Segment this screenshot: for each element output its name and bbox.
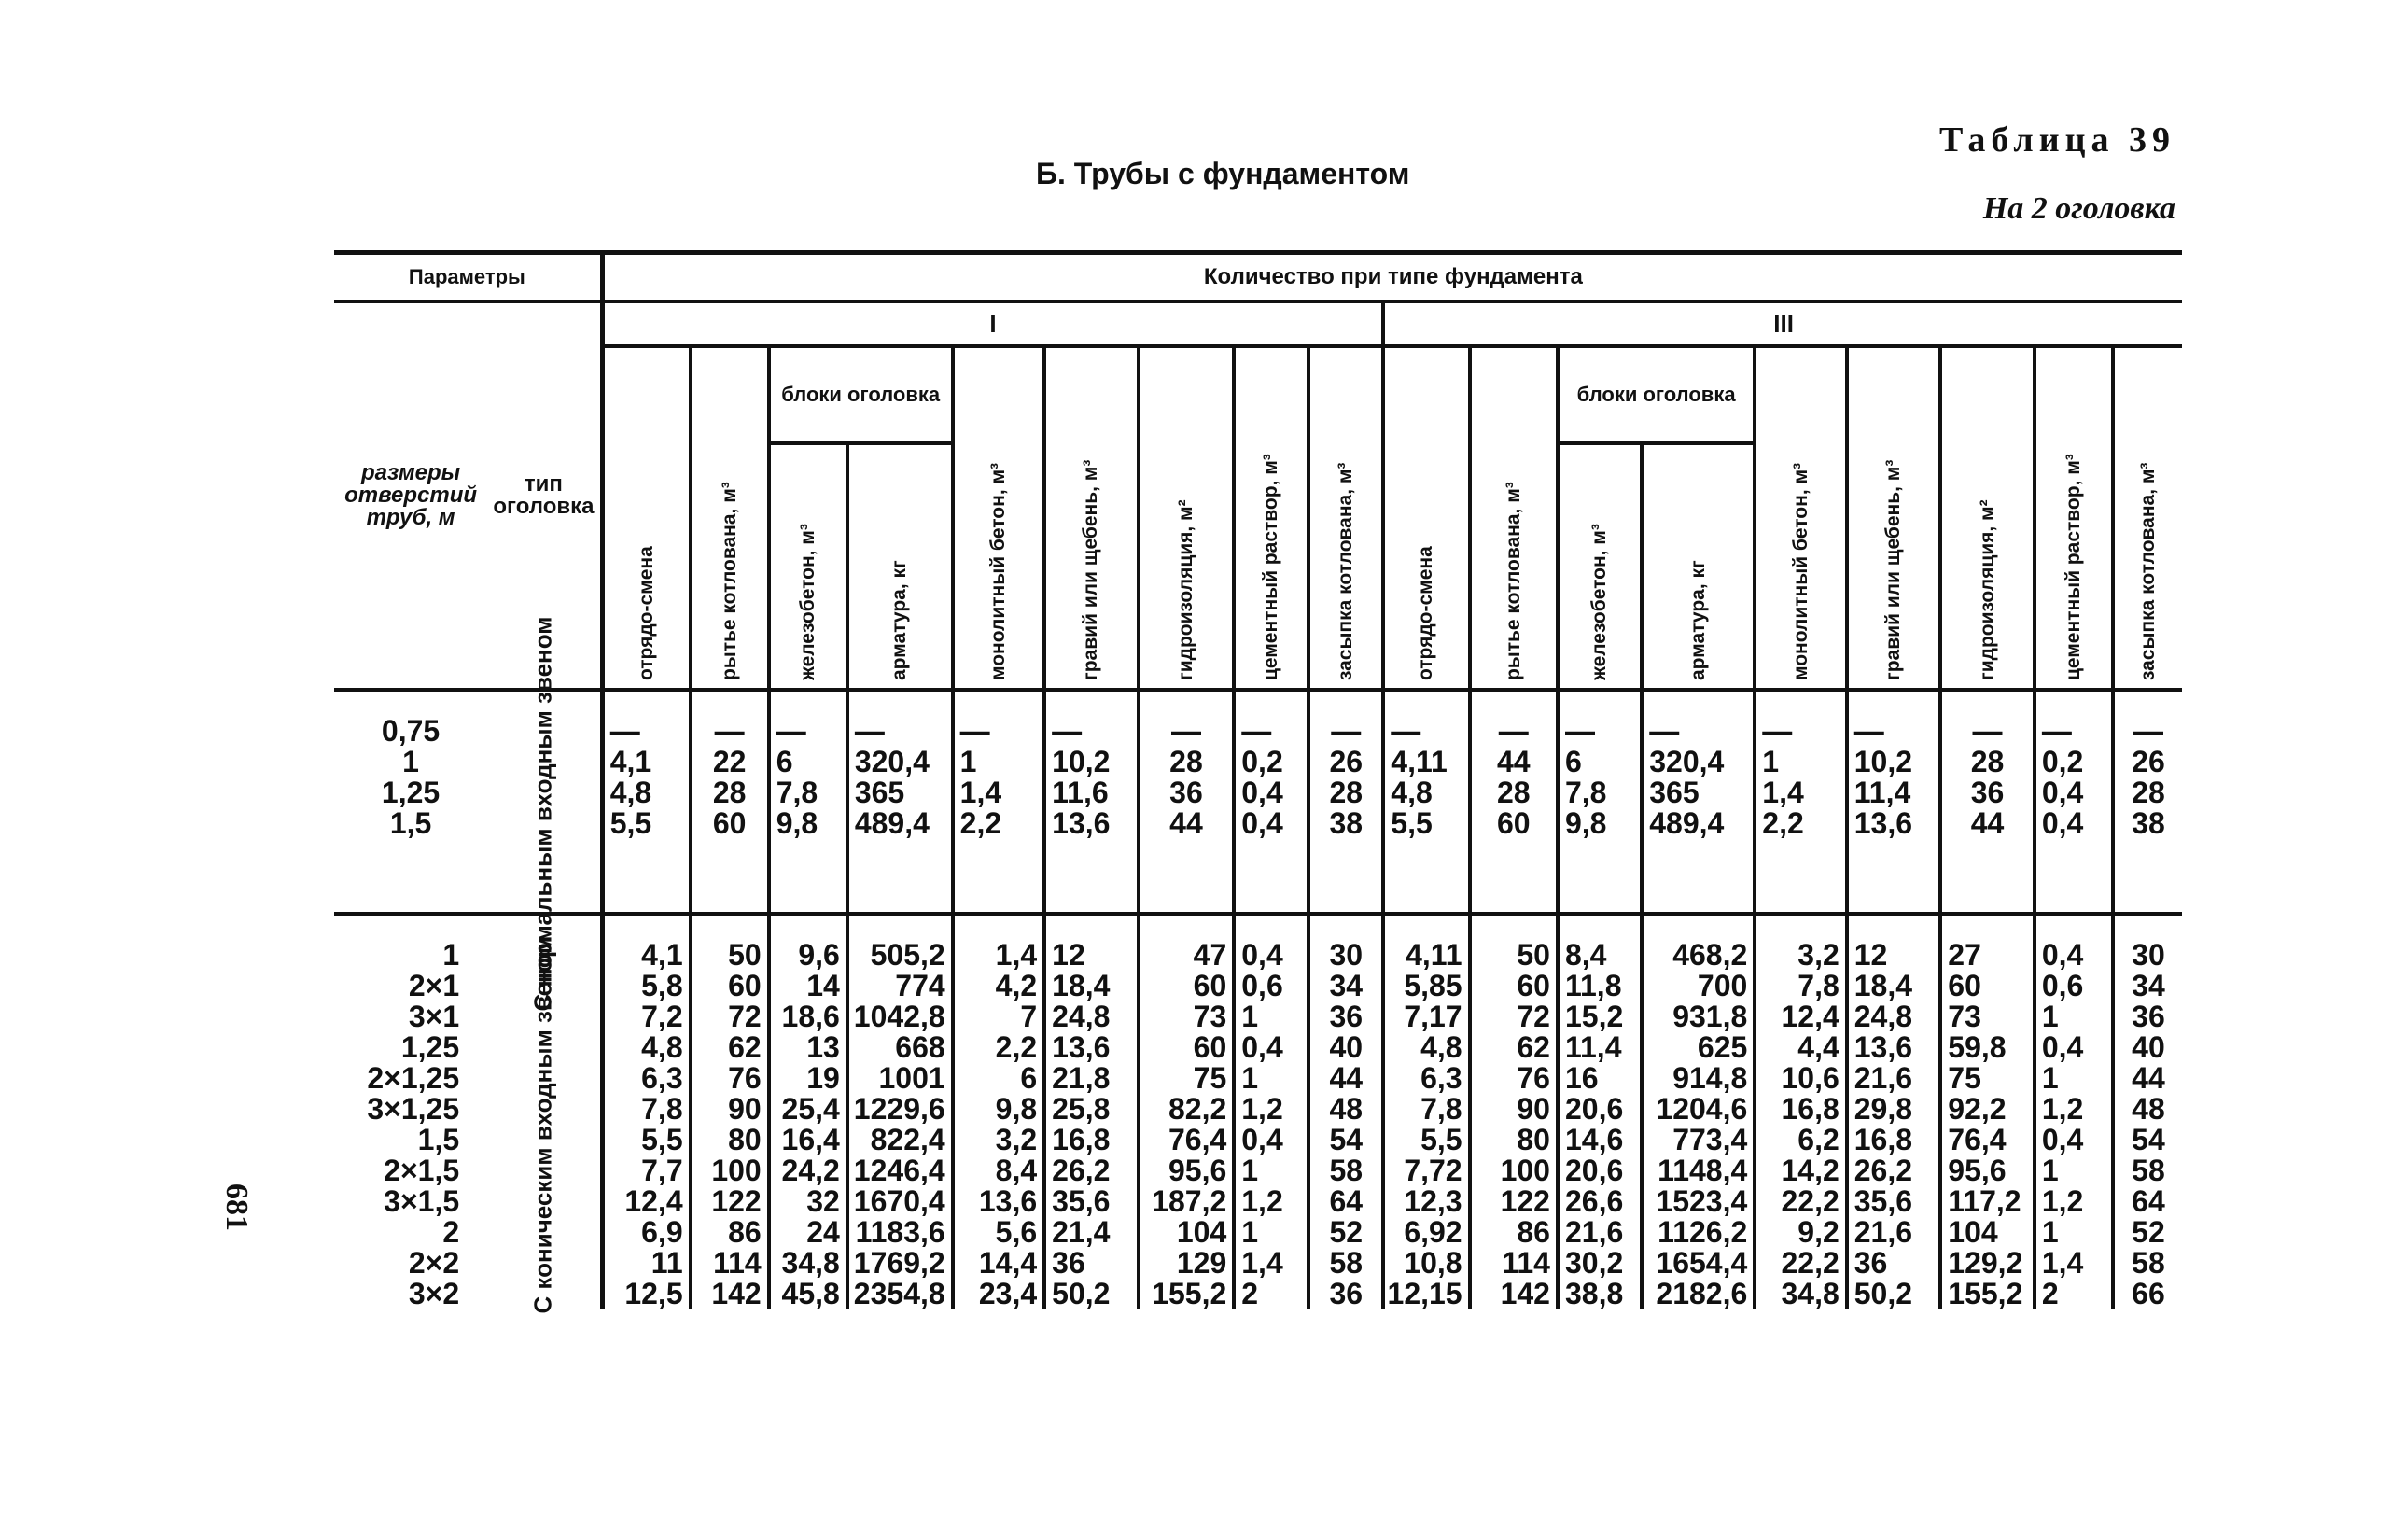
group1-III-rc: — 6 7,8 9,8 bbox=[1558, 716, 1642, 914]
group2-III-rc: 8,4 11,8 15,2 11,4 16 20,6 14,6 20,6 26,6 21,6 30,2 38,8 bbox=[1558, 940, 1642, 1309]
group2-III-fill: 30 34 36 40 44 48 54 58 64 52 58 66 bbox=[2132, 938, 2165, 1310]
group1-sizes: 0,75 1 1,25 1,5 bbox=[334, 716, 487, 914]
col-mono-I: монолитный бетон, м³ bbox=[953, 346, 1044, 690]
group2-I-gravel: 12 18,4 24,8 13,6 21,8 25,8 16,8 26,2 35,6 21,4 36 50,2 bbox=[1044, 940, 1139, 1309]
blocks-header-III: блоки оголовка bbox=[1558, 346, 1755, 443]
group2-I-fill: 30 34 36 40 44 48 54 58 64 52 58 36 bbox=[1308, 940, 1383, 1309]
group1-III-cement: — 0,2 0,4 0,4 bbox=[2035, 716, 2113, 914]
data-table bbox=[334, 250, 2182, 1314]
group2-III-shift: 4,11 5,85 7,17 4,8 6,3 7,8 5,5 7,72 12,3 6,92 10,8 12,15 bbox=[1383, 940, 1469, 1309]
col-cement-I: цементный раствор, м³ bbox=[1234, 346, 1308, 690]
col-rebar-I: арматура, кг bbox=[847, 443, 953, 690]
group2-III-cement: 0,4 0,6 1 0,4 1 1,2 0,4 1 1,2 1 1,4 2 bbox=[2035, 940, 2113, 1309]
group1-III-rebar: — 320,4 365 489,4 bbox=[1642, 716, 1755, 914]
group2-III-dig: 50 60 72 62 76 90 80 100 122 86 114 142 bbox=[1470, 940, 1558, 1309]
sizes-header bbox=[334, 301, 487, 690]
group2-head-type: С коническим входным звеном bbox=[487, 940, 602, 1309]
params-header: Параметры bbox=[334, 253, 602, 302]
group2-III-mono: 3,2 7,8 12,4 4,4 10,6 16,8 6,2 14,2 22,2 9,2 22,2 34,8 bbox=[1755, 940, 1846, 1309]
group1-III-fill: — 26 28 38 bbox=[2113, 716, 2182, 914]
group2-III-hydro: 27 60 73 59,8 75 92,2 76,4 95,6 117,2 104 129,2 155,2 bbox=[1940, 940, 2035, 1309]
group1-I-cement: — 0,2 0,4 0,4 bbox=[1234, 716, 1308, 914]
group1-I-shift: — 4,1 4,8 5,5 bbox=[602, 716, 690, 914]
group2-I-hydro: 47 60 73 60 75 82,2 76,4 95,6 187,2 104 129 155,2 bbox=[1139, 940, 1235, 1309]
group2-row bbox=[334, 940, 2182, 1309]
section-title: Б. Трубы с фундаментом bbox=[1036, 157, 1410, 190]
group2-I-rc: 9,6 14 18,6 13 19 25,4 16,4 24,2 32 24 34,8 45,8 bbox=[769, 940, 847, 1309]
group2-III-rebar: 468,2 700 931,8 625 914,8 1204,6 773,4 1148,4 1523,4 1126,2 1654,4 2182,6 bbox=[1642, 940, 1755, 1309]
group1-I-rc: — 6 7,8 9,8 bbox=[769, 716, 847, 914]
group1-III-shift: — 4,11 4,8 5,5 bbox=[1383, 716, 1469, 914]
head-type-header-label: тип оголовка bbox=[493, 471, 595, 519]
col-rc-I: железобетон, м³ bbox=[769, 443, 847, 690]
col-dig-III: рытье котлована, м³ bbox=[1470, 346, 1558, 690]
group2-I-cement: 0,4 0,6 1 0,4 1 1,2 0,4 1 1,2 1 1,4 2 bbox=[1234, 940, 1308, 1309]
group2-I-rebar: 505,2 774 1042,8 668 1001 1229,6 822,4 1246,4 1670,4 1183,6 1769,2 2354,8 bbox=[847, 940, 953, 1309]
type-I-header: I bbox=[602, 301, 1383, 346]
col-shift-I: отрядо-смена bbox=[602, 346, 690, 690]
group1-III-dig: — 44 28 60 bbox=[1470, 716, 1558, 914]
col-hydro-III: гидроизоляция, м² bbox=[1940, 346, 2035, 690]
col-hydro-I: гидроизоляция, м² bbox=[1139, 346, 1235, 690]
group1-III-gravel: — 10,2 11,4 13,6 bbox=[1847, 716, 1941, 914]
col-mono-III: монолитный бетон, м³ bbox=[1755, 346, 1846, 690]
group2-I-shift: 4,1 5,8 7,2 4,8 6,3 7,8 5,5 7,7 12,4 6,9 11 12,5 bbox=[602, 940, 690, 1309]
group1-row bbox=[334, 716, 2182, 914]
col-fill-I: засыпка котлована, м³ bbox=[1308, 346, 1383, 690]
group1-I-mono: — 1 1,4 2,2 bbox=[953, 716, 1044, 914]
group1-I-rebar: — 320,4 365 489,4 bbox=[847, 716, 953, 914]
table-number: Таблица 39 bbox=[1938, 120, 2175, 160]
group2-I-mono: 1,4 4,2 7 2,2 6 9,8 3,2 8,4 13,6 5,6 14,4 23,4 bbox=[953, 940, 1044, 1309]
col-fill-III: засыпка котлована, м³ bbox=[2113, 346, 2182, 690]
blocks-header-I: блоки оголовка bbox=[769, 346, 953, 443]
group1-head-type: С нормальным входным звеном bbox=[487, 716, 602, 914]
col-gravel-I: гравий или щебень, м³ bbox=[1044, 346, 1139, 690]
group1-III-hydro: — 28 36 44 bbox=[1940, 716, 2035, 914]
table-subtitle: На 2 оголовка bbox=[1982, 191, 2175, 226]
group2-I-dig: 50 60 72 62 76 90 80 100 122 86 114 142 bbox=[691, 940, 769, 1309]
group2-sizes: 1 2×1 3×1 1,25 2×1,25 3×1,25 1,5 2×1,5 3×1,5 2 2×2 3×2 bbox=[367, 938, 460, 1310]
col-shift-III: отрядо-смена bbox=[1383, 346, 1469, 690]
group1-I-dig: — 22 28 60 bbox=[691, 716, 769, 914]
col-dig-I: рытье котлована, м³ bbox=[691, 346, 769, 690]
quantity-header: Количество при типе фундамента bbox=[602, 253, 2182, 302]
group2-III-gravel: 12 18,4 24,8 13,6 21,6 29,8 16,8 26,2 35,6 21,6 36 50,2 bbox=[1847, 940, 1941, 1309]
col-rc-III: железобетон, м³ bbox=[1558, 443, 1642, 690]
group1-III-mono: — 1 1,4 2,2 bbox=[1755, 716, 1846, 914]
group1-I-hydro: — 28 36 44 bbox=[1139, 716, 1235, 914]
col-rebar-III: арматура, кг bbox=[1642, 443, 1755, 690]
sizes-header-label: размеры отверстий труб, м bbox=[344, 460, 478, 530]
col-cement-III: цементный раствор, м³ bbox=[2035, 346, 2113, 690]
group1-I-gravel: — 10,2 11,6 13,6 bbox=[1044, 716, 1139, 914]
type-III-header: III bbox=[1383, 301, 2182, 346]
group1-I-fill: — 26 28 38 bbox=[1308, 716, 1383, 914]
page-number: 681 bbox=[219, 1183, 254, 1231]
col-gravel-III: гравий или щебень, м³ bbox=[1847, 346, 1941, 690]
